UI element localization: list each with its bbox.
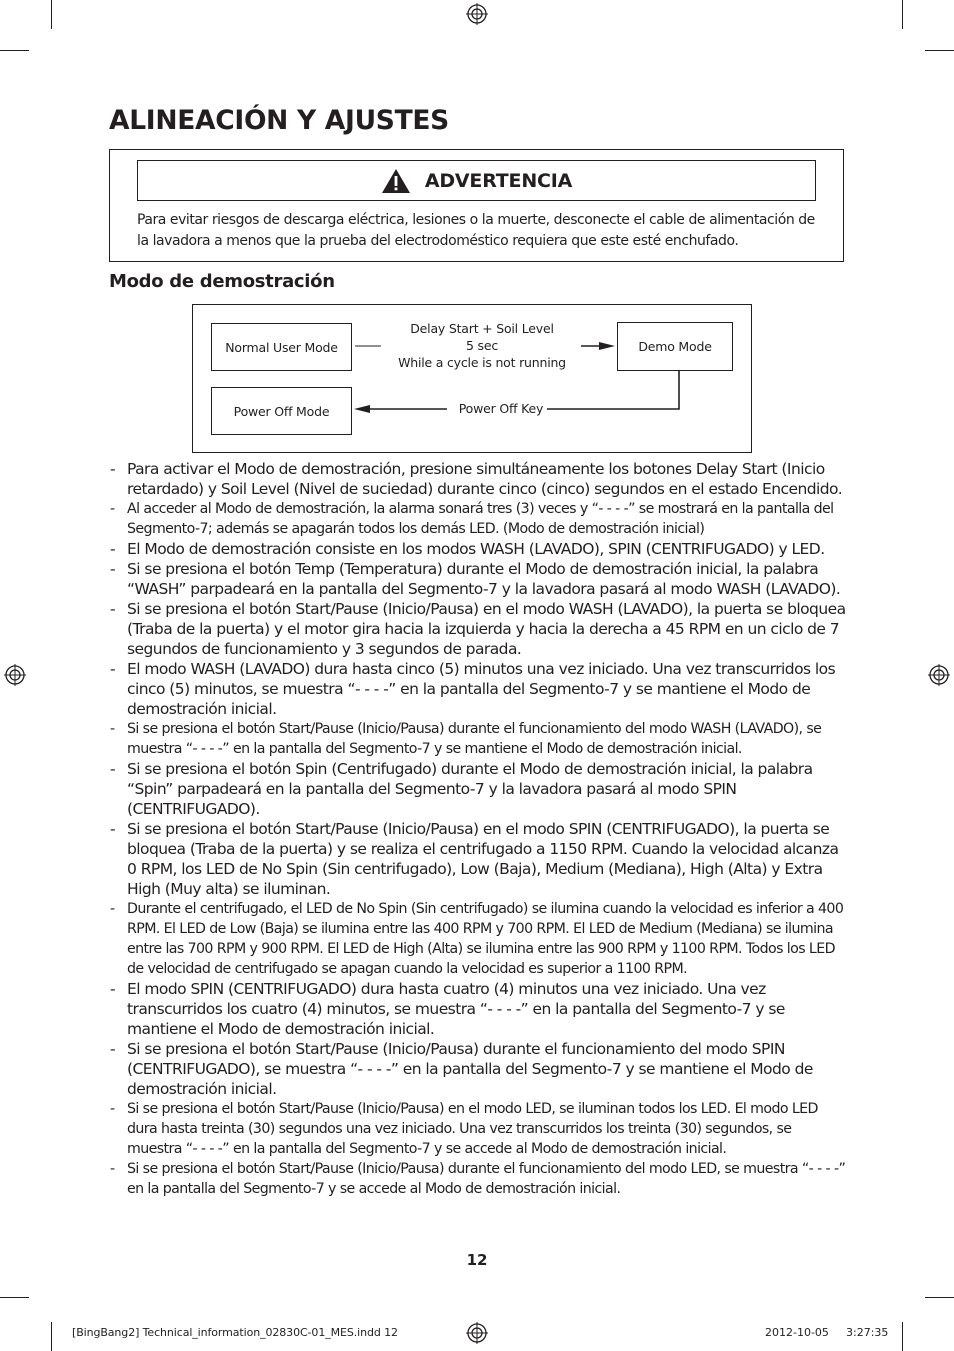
arrow-to-power-off-head: [354, 405, 370, 413]
bullet-item: [108, 1159, 848, 1199]
power-off-key-label: Power Off Key: [458, 401, 544, 416]
registration-mark-icon: [928, 664, 950, 686]
bullet-item: [108, 759, 848, 819]
bullet-text: Para activar el Modo de demostración, presione simultáneamente los botones Delay Start (Inicio retardado) y Soil Level (Nivel de suciedad) durante cinco (cinco) segundos en el estado Encendido.: [127, 460, 843, 498]
bullet-dash: -: [110, 1101, 115, 1117]
bullet-dash: -: [110, 501, 115, 517]
trigger-label-line3: While a cycle is not running: [398, 355, 566, 370]
bullet-dash: -: [110, 760, 116, 778]
page-title: ALINEACIÓN Y AJUSTES: [109, 105, 449, 136]
bullet-dash: -: [110, 901, 115, 917]
registration-mark-icon: [4, 664, 26, 686]
crop-mark-bottom-right-v: [902, 1322, 903, 1351]
bullet-item: [108, 979, 848, 1039]
bullet-text: El modo WASH (LAVADO) dura hasta cinco (5) minutos una vez iniciado. Una vez transcurridos los cinco (5) minutos, se muestra “- - - -” en la pantalla del Segmento-7 y se mantiene el Modo de demostración inicial.: [127, 660, 836, 718]
footer-date: 2012-10-05: [765, 1326, 829, 1339]
arrow-to-demo-mode-head: [599, 342, 615, 350]
warning-heading: ADVERTENCIA: [424, 169, 573, 192]
bullet-text: Si se presiona el botón Start/Pause (Inicio/Pausa) en el modo WASH (LAVADO), la puerta se bloquea (Traba de la puerta) y el motor gira hacia la izquierda y hacia la derecha a 45 RPM en un ciclo de 7 segundos de funcionamiento y 3 segundos de parada.: [127, 600, 846, 658]
crop-mark-bottom-right-h: [925, 1297, 954, 1298]
bullet-dash: -: [110, 600, 116, 618]
crop-mark-top-left-v: [51, 0, 52, 29]
bullet-item: [108, 539, 848, 559]
warning-box: [109, 149, 844, 262]
bullet-text: Al acceder al Modo de demostración, la alarma sonará tres (3) veces y “- - - -” se mostrará en la pantalla del Segmento-7; además se apagarán todos los demás LED. (Modo de demostración inicial): [127, 501, 834, 537]
bullet-text: Si se presiona el botón Spin (Centrifugado) durante el Modo de demostración inicial, la palabra “Spin” parpadeará en la pantalla del Segmento-7 y la lavadora pasará al modo SPIN (CENTRIFUGADO).: [127, 760, 813, 818]
bullet-item: [108, 659, 848, 719]
normal-user-mode-box: Normal User Mode: [211, 323, 352, 371]
bullet-item: [108, 899, 848, 979]
bullet-text: Si se presiona el botón Start/Pause (Inicio/Pausa) durante el funcionamiento del modo SPIN (CENTRIFUGADO), se muestra “- - - -” en la pantalla del Segmento-7 y se mantiene el Modo de demostración inicial.: [127, 1040, 813, 1098]
bullet-text: Si se presiona el botón Start/Pause (Inicio/Pausa) en el modo LED, se iluminan todos los LED. El modo LED dura hasta treinta (30) segundos una vez iniciado. Una vez transcurridos los treinta (30) segundos, se muestra “- - - -” en la pantalla del Segmento-7 y se accede al Modo de demostración inicial.: [127, 1101, 818, 1157]
footer-file-name: [BingBang2] Technical_information_02830C-01_MES.indd 12: [72, 1326, 398, 1339]
bullet-text: El modo SPIN (CENTRIFUGADO) dura hasta cuatro (4) minutos una vez iniciado. Una vez transcurridos los cuatro (4) minutos, se muestra “- - - -” en la pantalla del Segmento-7 y se mantiene el Modo de demostración inicial.: [127, 980, 785, 1038]
diagram-arrows: [193, 305, 753, 454]
bullet-text: El Modo de demostración consiste en los modos WASH (LAVADO), SPIN (CENTRIFUGADO) y LED.: [127, 540, 825, 558]
bullet-item: [108, 1039, 848, 1099]
mode-diagram: [192, 304, 752, 453]
bullet-dash: -: [110, 660, 116, 678]
bullet-dash: -: [110, 1161, 115, 1177]
page-number: 12: [466, 1251, 488, 1269]
crop-mark-bottom-left-h: [0, 1297, 29, 1298]
bullet-dash: -: [110, 460, 116, 478]
crop-mark-top-left-h: [0, 50, 29, 51]
bullet-text: Si se presiona el botón Start/Pause (Inicio/Pausa) durante el funcionamiento del modo LED, se muestra “- - - -” en la pantalla del Segmento-7 y se accede al Modo de demostración inicial.: [127, 1161, 846, 1197]
trigger-label-line1: Delay Start + Soil Level: [410, 321, 554, 336]
registration-mark-icon: [466, 1322, 488, 1344]
bullet-text: Si se presiona el botón Start/Pause (Inicio/Pausa) en el modo SPIN (CENTRIFUGADO), la puerta se bloquea (Traba de la puerta) y se realiza el centrifugado a 1150 RPM. Cuando la velocidad alcanza 0 RPM, los LED de No Spin (Sin centrifugado), Low (Baja), Medium (Mediana), High (Alta) y Extra High (Muy alta) se iluminan.: [127, 820, 839, 898]
bullet-dash: -: [110, 560, 116, 578]
bullet-dash: -: [110, 1040, 116, 1058]
bullet-list: [108, 459, 848, 1199]
footer-time: 3:27:35: [846, 1326, 889, 1339]
warning-triangle-icon: [381, 168, 411, 194]
bullet-dash: -: [110, 721, 115, 737]
bullet-text: Si se presiona el botón Start/Pause (Inicio/Pausa) durante el funcionamiento del modo WASH (LAVADO), se muestra “- - - -” en la pantalla del Segmento-7 y se mantiene el Modo de demostración inicial.: [127, 721, 822, 757]
bullet-dash: -: [110, 540, 116, 558]
bullet-item: [108, 1099, 848, 1159]
bullet-dash: -: [110, 980, 116, 998]
power-off-mode-box: Power Off Mode: [211, 387, 352, 435]
bullet-item: [108, 599, 848, 659]
bullet-text: Si se presiona el botón Temp (Temperatura) durante el Modo de demostración inicial, la palabra “WASH” parpadeará en la pantalla del Segmento-7 y la lavadora pasará al modo WASH (LAVADO).: [127, 560, 841, 598]
demo-mode-box: Demo Mode: [617, 322, 733, 371]
bullet-item: [108, 559, 848, 599]
section-heading: Modo de demostración: [109, 271, 335, 292]
bullet-item: [108, 819, 848, 899]
registration-mark-icon: [466, 3, 488, 25]
crop-mark-top-right-h: [925, 50, 954, 51]
bullet-item: [108, 499, 848, 539]
warning-header: [137, 160, 816, 201]
warning-text: Para evitar riesgos de descarga eléctrica, lesiones o la muerte, desconecte el cable de alimentación de la lavadora a menos que la prueba del electrodoméstico requiera que este esté enchufado.: [137, 212, 815, 249]
bullet-dash: -: [110, 820, 116, 838]
crop-mark-bottom-left-v: [51, 1322, 52, 1351]
trigger-label-line2: 5 sec: [465, 338, 498, 353]
bullet-item: [108, 719, 848, 759]
arrow-to-power-off-path: [547, 371, 679, 409]
bullet-text: Durante el centrifugado, el LED de No Spin (Sin centrifugado) se ilumina cuando la velocidad es inferior a 400 RPM. El LED de Low (Baja) se ilumina entre las 400 RPM y 700 RPM. El LED de Medium (Mediana) se ilumina entre las 700 RPM y 900 RPM. El LED de High (Alta) se ilumina entre las 900 RPM y 1100 RPM. Todos los LED de velocidad de centrifugado se apagan cuando la velocidad es superior a 1100 RPM.: [127, 901, 844, 977]
crop-mark-top-right-v: [902, 0, 903, 29]
bullet-item: [108, 459, 848, 499]
